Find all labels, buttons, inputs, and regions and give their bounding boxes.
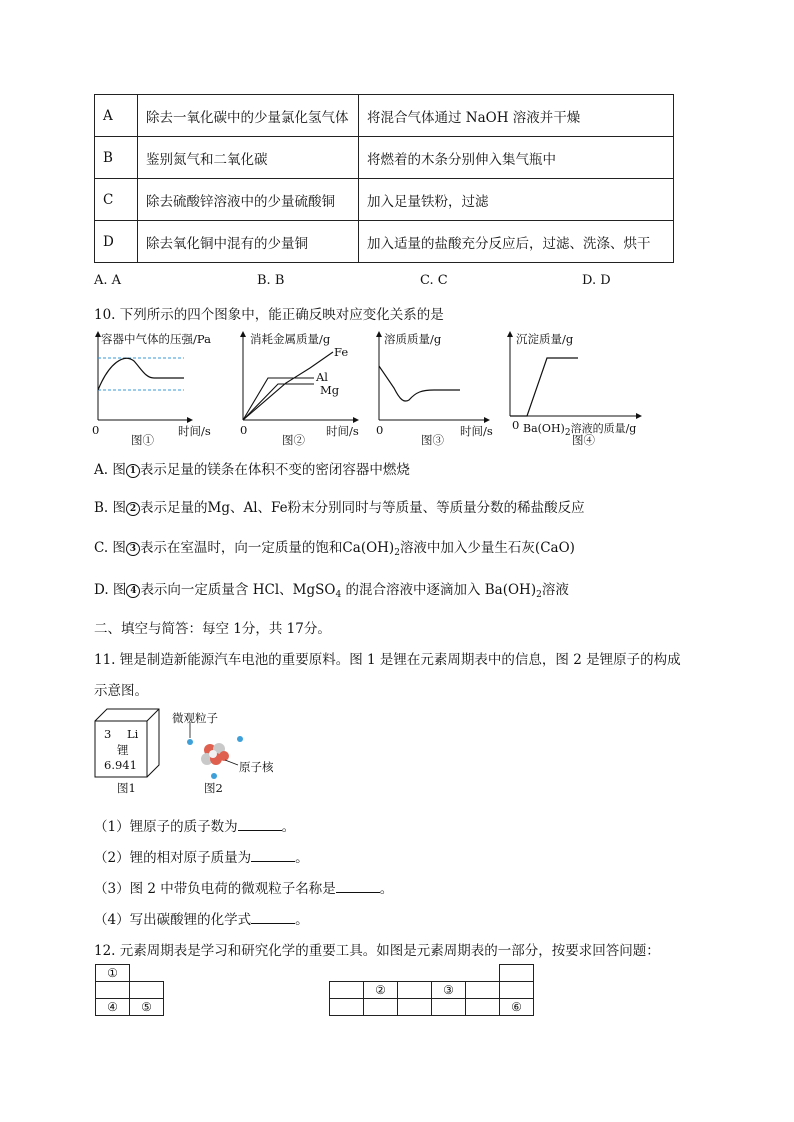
nucleus-icon: [201, 743, 229, 765]
q11-sub1: （1）锂原子的质子数为 。: [94, 819, 296, 835]
graph2-xlabel: 时间/s: [326, 424, 359, 438]
label-particle: 微观粒子: [172, 711, 218, 725]
q11-stem: 11. 锂是制造新能源汽车电池的重要原料。图 1 是锂在元素周期表中的信息，图 2 是锂原子的构成: [94, 652, 681, 668]
graph1-ylabel: 容器中气体的压强/Pa: [101, 332, 211, 346]
q10-option-a[interactable]: A. 图 1 表示足量的镁条在体积不变的密闭容器中燃烧: [94, 462, 410, 478]
periodic-table-fragment: [95, 964, 534, 1016]
graph1-caption: 图①: [131, 433, 154, 447]
q10-option-b[interactable]: B. 图 2 表示足量的Mg、Al、Fe粉末分别同时与等质量、等质量分数的稀盐酸反应: [94, 500, 585, 516]
option-letter: B: [95, 137, 138, 179]
pt-cell: ③: [432, 982, 466, 999]
q11-sub2: （2）锂的相对原子质量为 。: [94, 850, 309, 866]
circled-number: 3: [126, 542, 140, 556]
answer-blank[interactable]: [251, 912, 295, 924]
graph4-origin: 0: [512, 418, 520, 432]
pt-cell: [466, 982, 500, 999]
graph1-origin: 0: [92, 423, 100, 437]
pt-cell: [330, 999, 364, 1016]
q11-sub4: （4）写出碳酸锂的化学式 。: [94, 912, 309, 928]
precipitate-line: [510, 358, 578, 416]
series-label-fe: Fe: [334, 345, 349, 359]
circled-number: 4: [126, 584, 140, 598]
pt-cell: [500, 982, 534, 999]
pt-cell: ④: [96, 999, 130, 1016]
answer-blank[interactable]: [238, 819, 282, 831]
graph2-caption: 图②: [282, 433, 305, 447]
pt-cell: [398, 999, 432, 1016]
element-mass: 6.941: [104, 758, 137, 772]
answer-blank[interactable]: [336, 881, 380, 893]
q10-stem: 10. 下列所示的四个图象中，能正确反映对应变化关系的是: [94, 307, 444, 323]
option-letter: A: [95, 95, 138, 137]
pt-cell: ⑥: [500, 999, 534, 1016]
option-method: 加入适量的盐酸充分反应后，过滤、洗涤、烘干: [359, 221, 674, 263]
pt-cell: [364, 999, 398, 1016]
graph3-xlabel: 时间/s: [460, 424, 493, 438]
options-table: [94, 94, 674, 263]
pt-cell: [96, 982, 130, 999]
pt-cell: [500, 965, 534, 982]
circled-number: 2: [126, 502, 140, 516]
graph4-ylabel: 沉淀质量/g: [516, 332, 574, 346]
graph3-ylabel: 溶质质量/g: [384, 332, 442, 346]
option-method: 将混合气体通过 NaOH 溶液并干燥: [359, 95, 674, 137]
graph1-xlabel: 时间/s: [178, 424, 211, 438]
electron-icon: [237, 736, 243, 742]
q11-sub3: （3）图 2 中带负电荷的微观粒子名称是 。: [94, 881, 394, 897]
answer-choice-b[interactable]: B. B: [257, 273, 285, 288]
pt-cell: [466, 999, 500, 1016]
solute-curve: [379, 366, 460, 401]
answer-choice-c[interactable]: C. C: [420, 273, 448, 288]
option-task: 鉴别氮气和二氧化碳: [138, 137, 359, 179]
element-symbol: Li: [127, 727, 139, 741]
table-row: [95, 95, 674, 137]
graph3-caption: 图③: [421, 433, 444, 447]
fig1-caption: 图1: [117, 781, 136, 795]
series-label-al: Al: [316, 370, 328, 384]
pt-cell: [330, 982, 364, 999]
pt-cell: [130, 982, 164, 999]
element-number: 3: [104, 727, 112, 741]
graph4-xlabel: $Ba(OH)_2$溶液的质量/g: [523, 422, 637, 438]
q11-stem-cont: 示意图。: [94, 683, 148, 699]
option-task: 除去一氧化碳中的少量氯化氢气体: [138, 95, 359, 137]
option-letter: C: [95, 179, 138, 221]
pt-cell: ②: [364, 982, 398, 999]
label-nucleus: 原子核: [239, 760, 274, 774]
electron-icon: [211, 773, 217, 779]
graph2-ylabel: 消耗金属质量/g: [250, 332, 331, 346]
section-heading: 二、填空与简答：每空 1分，共 17分。: [94, 621, 331, 637]
series-label-mg: Mg: [320, 383, 340, 397]
circled-number: 1: [126, 464, 140, 478]
pt-cell: [398, 982, 432, 999]
element-name: 锂: [117, 743, 129, 757]
pt-cell: ①: [96, 965, 130, 982]
graph4-caption: 图④: [572, 433, 595, 447]
pt-cell: [432, 999, 466, 1016]
pressure-curve: [98, 358, 184, 390]
q10-option-d[interactable]: D. 图 4 表示向一定质量含 HCl、MgSO$_4$ 的混合溶液中逐滴加入 $Ba(OH)_2$溶液: [94, 582, 569, 600]
option-task: 除去硫酸锌溶液中的少量硫酸铜: [138, 179, 359, 221]
graph2-origin: 0: [240, 423, 248, 437]
graph3-origin: 0: [376, 423, 384, 437]
table-row: [95, 137, 674, 179]
table-row: [95, 221, 674, 263]
q10-option-c[interactable]: C. 图 3 表示在室温时，向一定质量的饱和$Ca(OH)_2$溶液中加入少量生石灰(CaO): [94, 540, 575, 558]
option-letter: D: [95, 221, 138, 263]
pt-cell: ⑤: [130, 999, 164, 1016]
electron-icon: [187, 739, 193, 745]
option-method: 加入足量铁粉，过滤: [359, 179, 674, 221]
answer-choice-d[interactable]: D. D: [582, 273, 611, 288]
q12-stem: 12. 元素周期表是学习和研究化学的重要工具。如图是元素周期表的一部分，按要求回答问题：: [94, 943, 660, 959]
answer-blank[interactable]: [251, 850, 295, 862]
option-method: 将燃着的木条分别伸入集气瓶中: [359, 137, 674, 179]
table-row: [95, 179, 674, 221]
fig2-caption: 图2: [204, 781, 223, 795]
option-task: 除去氧化铜中混有的少量铜: [138, 221, 359, 263]
answer-choice-a[interactable]: A. A: [94, 273, 122, 288]
